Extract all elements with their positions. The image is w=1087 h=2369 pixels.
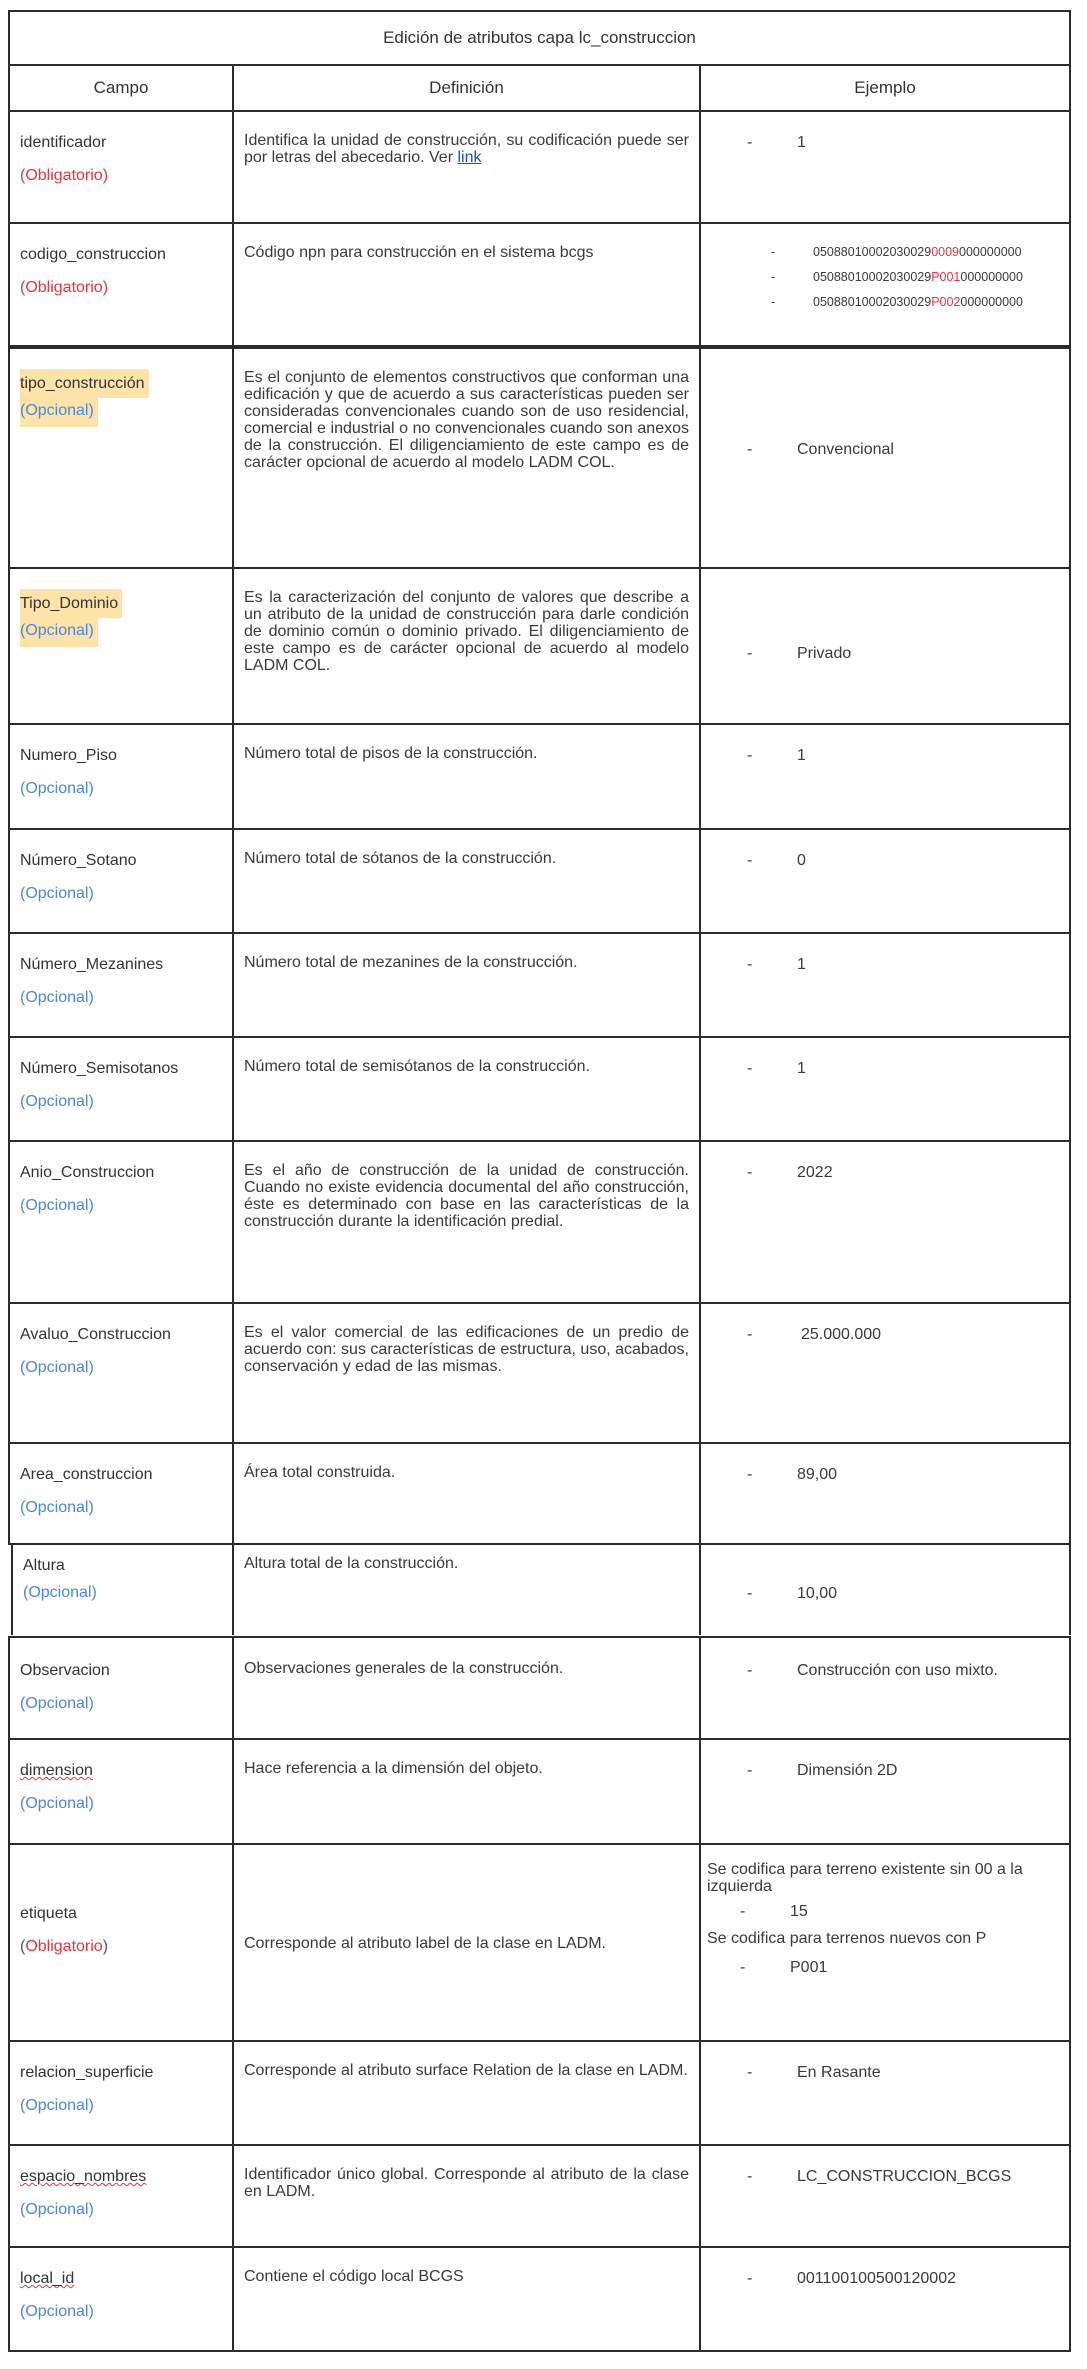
field-name: codigo_construccion	[20, 246, 166, 263]
definition-text: Es la caracterización del conjunto de valores que describe a un atributo de la unidad de construcción para darle condición de dominio común o dominio privado. El diligenciamiento de este campo es de carácter opcional de acuerdo al modelo LADM COL.	[244, 589, 689, 674]
definition-text: Área total construida.	[244, 1464, 396, 1481]
example-code: - 05088010002030029 0009 000000000	[771, 245, 1022, 259]
requirement-label: (Opcional)	[20, 618, 98, 647]
example-item: - 1	[747, 747, 806, 764]
field-name: Tipo_Dominio	[20, 589, 122, 618]
requirement-label: (Opcional)	[20, 1197, 94, 1214]
table-row	[8, 222, 1071, 349]
table-row	[8, 1140, 1071, 1304]
header-campo: Campo	[10, 64, 234, 110]
example-item: - 10,00	[747, 1585, 838, 1602]
definition-link[interactable]: link	[457, 149, 482, 166]
table-row	[8, 2040, 1071, 2146]
example-item: - 1	[747, 1060, 806, 1077]
requirement-label: (Obligatorio)	[20, 1938, 109, 1955]
requirement-label: (Opcional)	[20, 989, 94, 1006]
example-item: - 2022	[747, 1164, 833, 1181]
example-note: Se codifica para terreno existente sin 00 a la izquierda	[707, 1861, 1023, 1895]
table-row	[8, 1738, 1071, 1845]
example-item: - 001100100500120002	[747, 2270, 956, 2287]
table-row	[8, 567, 1071, 725]
requirement-label: (Opcional)	[23, 1584, 97, 1601]
table-row	[8, 828, 1071, 934]
definition-text: Corresponde al atributo label de la clase en LADM.	[244, 1935, 606, 1952]
definition-text: Es el valor comercial de las edificaciones de un predio de acuerdo con: sus características de estructura, uso, acabados, conservación y edad de las mismas.	[244, 1324, 689, 1375]
definition-text: Observaciones generales de la construcción.	[244, 1660, 564, 1677]
header-ejemplo: Ejemplo	[854, 77, 916, 97]
requirement-label: (Opcional)	[20, 1499, 94, 1516]
definition-text: Identifica la unidad de construcción, su codificación puede ser por letras del abecedario. Ver link	[244, 132, 689, 166]
requirement-label: (Opcional)	[20, 780, 94, 797]
definition-text: Código npn para construcción en el sistema bcgs	[244, 244, 594, 261]
definition-text: Número total de semisótanos de la construcción.	[244, 1058, 590, 1075]
requirement-label: (Opcional)	[20, 1093, 94, 1110]
field-name: Número_Mezanines	[20, 956, 164, 973]
field-name: identificador	[20, 134, 107, 151]
requirement-label: (Opcional)	[20, 398, 98, 427]
definition-text: Corresponde al atributo surface Relation de la clase en LADM.	[244, 2062, 688, 2079]
field-name: Número_Sotano	[20, 852, 137, 869]
requirement-label: (Opcional)	[20, 1695, 94, 1712]
table-row	[8, 932, 1071, 1038]
example-item: - Construcción con uso mixto.	[747, 1662, 998, 1679]
requirement-label: (Opcional)	[20, 1795, 94, 1812]
example-item: - 89,00	[747, 1466, 838, 1483]
definition-text: Número total de pisos de la construcción.	[244, 745, 538, 762]
field-name: Area_construccion	[20, 1466, 153, 1483]
field-name: Observacion	[20, 1662, 110, 1679]
header-definicion: Definición	[234, 64, 701, 110]
table-row	[8, 345, 1071, 569]
requirement-label: (Opcional)	[20, 1359, 94, 1376]
table-row	[8, 1036, 1071, 1142]
example-code-list	[711, 240, 1059, 315]
table-row	[8, 2144, 1071, 2248]
definition-text: Altura total de la construcción.	[244, 1555, 459, 1572]
table-title: Edición de atributos capa lc_construccion	[8, 10, 1071, 66]
table-row	[8, 110, 1071, 224]
example-code: - 05088010002030029 P001 000000000	[771, 270, 1023, 284]
requirement-label: (Obligatorio)	[20, 167, 109, 184]
requirement-label: (Opcional)	[20, 2097, 94, 2114]
table-row	[8, 1442, 1071, 1545]
table-row	[11, 1543, 1071, 1635]
table-row	[8, 723, 1071, 830]
requirement-label: (Obligatorio)	[20, 279, 109, 296]
definition-text: Número total de sótanos de la construcción.	[244, 850, 557, 867]
requirement-label: (Opcional)	[20, 885, 94, 902]
requirement-label: (Opcional)	[20, 2201, 94, 2218]
definition-text: Es el año de construcción de la unidad de construcción. Cuando no existe evidencia documental del año construcción, éste es determinado con base en las características de la construcción durante la identificación predial.	[244, 1162, 689, 1230]
example-item: - 25.000.000	[747, 1326, 882, 1343]
example-code: - 05088010002030029 P002 000000000	[771, 295, 1023, 309]
field-name: relacion_superficie	[20, 2064, 154, 2081]
requirement-label: (Opcional)	[20, 2303, 94, 2320]
table-row	[8, 2246, 1071, 2352]
table-row	[8, 1843, 1071, 2042]
table-row	[8, 1302, 1071, 1444]
example-item: - 1	[747, 956, 806, 973]
example-item: - Dimensión 2D	[747, 1762, 898, 1779]
example-item: - 15	[740, 1903, 808, 1920]
example-note: Se codifica para terrenos nuevos con P	[707, 1930, 987, 1947]
field-name: Altura	[23, 1557, 65, 1574]
definition-text: Número total de mezanines de la construcción.	[244, 954, 578, 971]
example-item: - 0	[747, 852, 806, 869]
field-name: etiqueta	[20, 1905, 77, 1922]
example-item: - Privado	[747, 644, 852, 662]
table-row	[8, 1636, 1071, 1740]
definition-text: Es el conjunto de elementos constructivos que conforman una edificación y que de acuerdo a sus características pueden ser consideradas convencionales cuando son de uso residencial, comercial e industrial o no convencionales cuando son anexos de la construcción. El diligenciamiento de este campo es de carácter opcional de acuerdo al modelo LADM COL.	[244, 369, 689, 471]
table-header-row	[8, 64, 1071, 112]
example-item: - P001	[740, 1959, 828, 1976]
field-name: dimension	[20, 1762, 93, 1779]
example-item: - LC_CONSTRUCCION_BCGS	[747, 2168, 1012, 2185]
field-name: tipo_construcción	[20, 369, 149, 398]
example-item: - 1	[747, 134, 806, 151]
definition-text: Identificador único global. Corresponde al atributo de la clase en LADM.	[244, 2166, 689, 2200]
definition-text: Hace referencia a la dimensión del objeto.	[244, 1760, 543, 1777]
field-name: Avaluo_Construccion	[20, 1326, 171, 1343]
example-item: - Convencional	[747, 440, 894, 458]
field-name: Número_Semisotanos	[20, 1060, 179, 1077]
field-name: espacio_nombres	[20, 2168, 147, 2185]
field-name: Anio_Construccion	[20, 1164, 155, 1181]
example-item: - En Rasante	[747, 2064, 881, 2081]
definition-text: Contiene el código local BCGS	[244, 2268, 464, 2285]
field-name: Numero_Piso	[20, 747, 117, 764]
field-name: local_id	[20, 2270, 75, 2287]
